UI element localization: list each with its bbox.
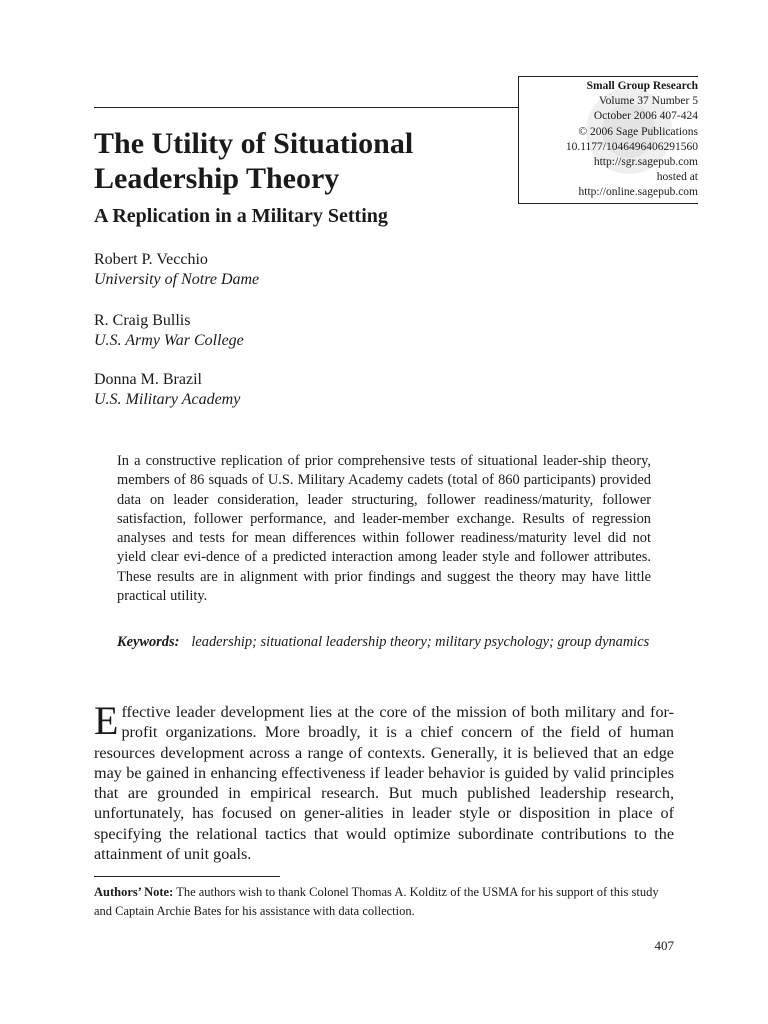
body-paragraph	[94, 698, 674, 864]
header-rule	[94, 107, 518, 108]
abstract: In a constructive replication of prior comprehensive tests of situational leader-ship theory, members of 86 squads of U.S. Military Academy cadets (total of 860 participants) provided data on leader consideration, leader structuring, follower readiness/maturity, follower satisfaction, follower performance, and leader-member exchange. Results of regression analyses and tests for mean differences within follower readiness/maturity level did not yield clear evi-dence of a predicted interaction among leader style and follower attributes. These results are in alignment with prior findings and suggest the theory may have little practical utility.	[117, 453, 651, 605]
body-text: ffective leader development lies at the core of the mission of both military and for-profit organizations. More broadly, it is a chief concern of the field of human resources development across a range of contexts. Generally, it is believed that an edge may be gained in enhancing effectiveness if leader behavior is guided by valid principles that are grounded in empirical research. But much published leadership research, unfortunately, has focused on gener-alities in leader style or disposition in place of specifying the relational tactics that would optimize subordinate contributions to the attainment of unit goals.	[94, 703, 674, 864]
footnote-rule	[94, 876, 280, 877]
journal-info	[520, 79, 698, 201]
author-name: Donna M. Brazil	[94, 371, 202, 388]
author-block	[94, 250, 494, 290]
keywords-text: leadership; situational leadership theory; military psychology; group dynamics	[191, 634, 650, 650]
journal-doi[interactable]: 10.1177/1046496406291560	[565, 140, 698, 153]
author-affiliation: U.S. Army War College	[94, 332, 244, 349]
journal-hosted: hosted at	[656, 171, 698, 184]
journal-url[interactable]: http://sgr.sagepub.com	[593, 156, 698, 169]
authors-note	[94, 883, 674, 920]
page-number: 407	[654, 938, 674, 953]
authors-note-text: The authors wish to thank Colonel Thomas A. Kolditz of the USMA for his support of this study and Captain Archie Bates for his assistance with data collection.	[94, 885, 659, 918]
drop-cap: E	[94, 698, 119, 743]
author-block	[94, 370, 494, 410]
article-subtitle: A Replication in a Military Setting	[94, 205, 388, 227]
keywords	[117, 633, 651, 652]
authors-note-label: Authors’ Note:	[94, 885, 174, 899]
author-block	[94, 311, 494, 351]
author-affiliation: U.S. Military Academy	[94, 391, 241, 408]
keywords-label: Keywords:	[117, 634, 180, 650]
journal-host-url[interactable]: http://online.sagepub.com	[578, 186, 698, 199]
journal-name: Small Group Research	[586, 80, 698, 92]
author-affiliation: University of Notre Dame	[94, 271, 260, 288]
article-title: The Utility of Situational Leadership Theory	[94, 127, 414, 195]
author-name: Robert P. Vecchio	[94, 251, 208, 268]
journal-copyright: © 2006 Sage Publications	[578, 125, 698, 138]
journal-issue: October 2006 407-424	[593, 110, 698, 123]
journal-volume: Volume 37 Number 5	[598, 95, 698, 108]
author-name: R. Craig Bullis	[94, 312, 191, 329]
